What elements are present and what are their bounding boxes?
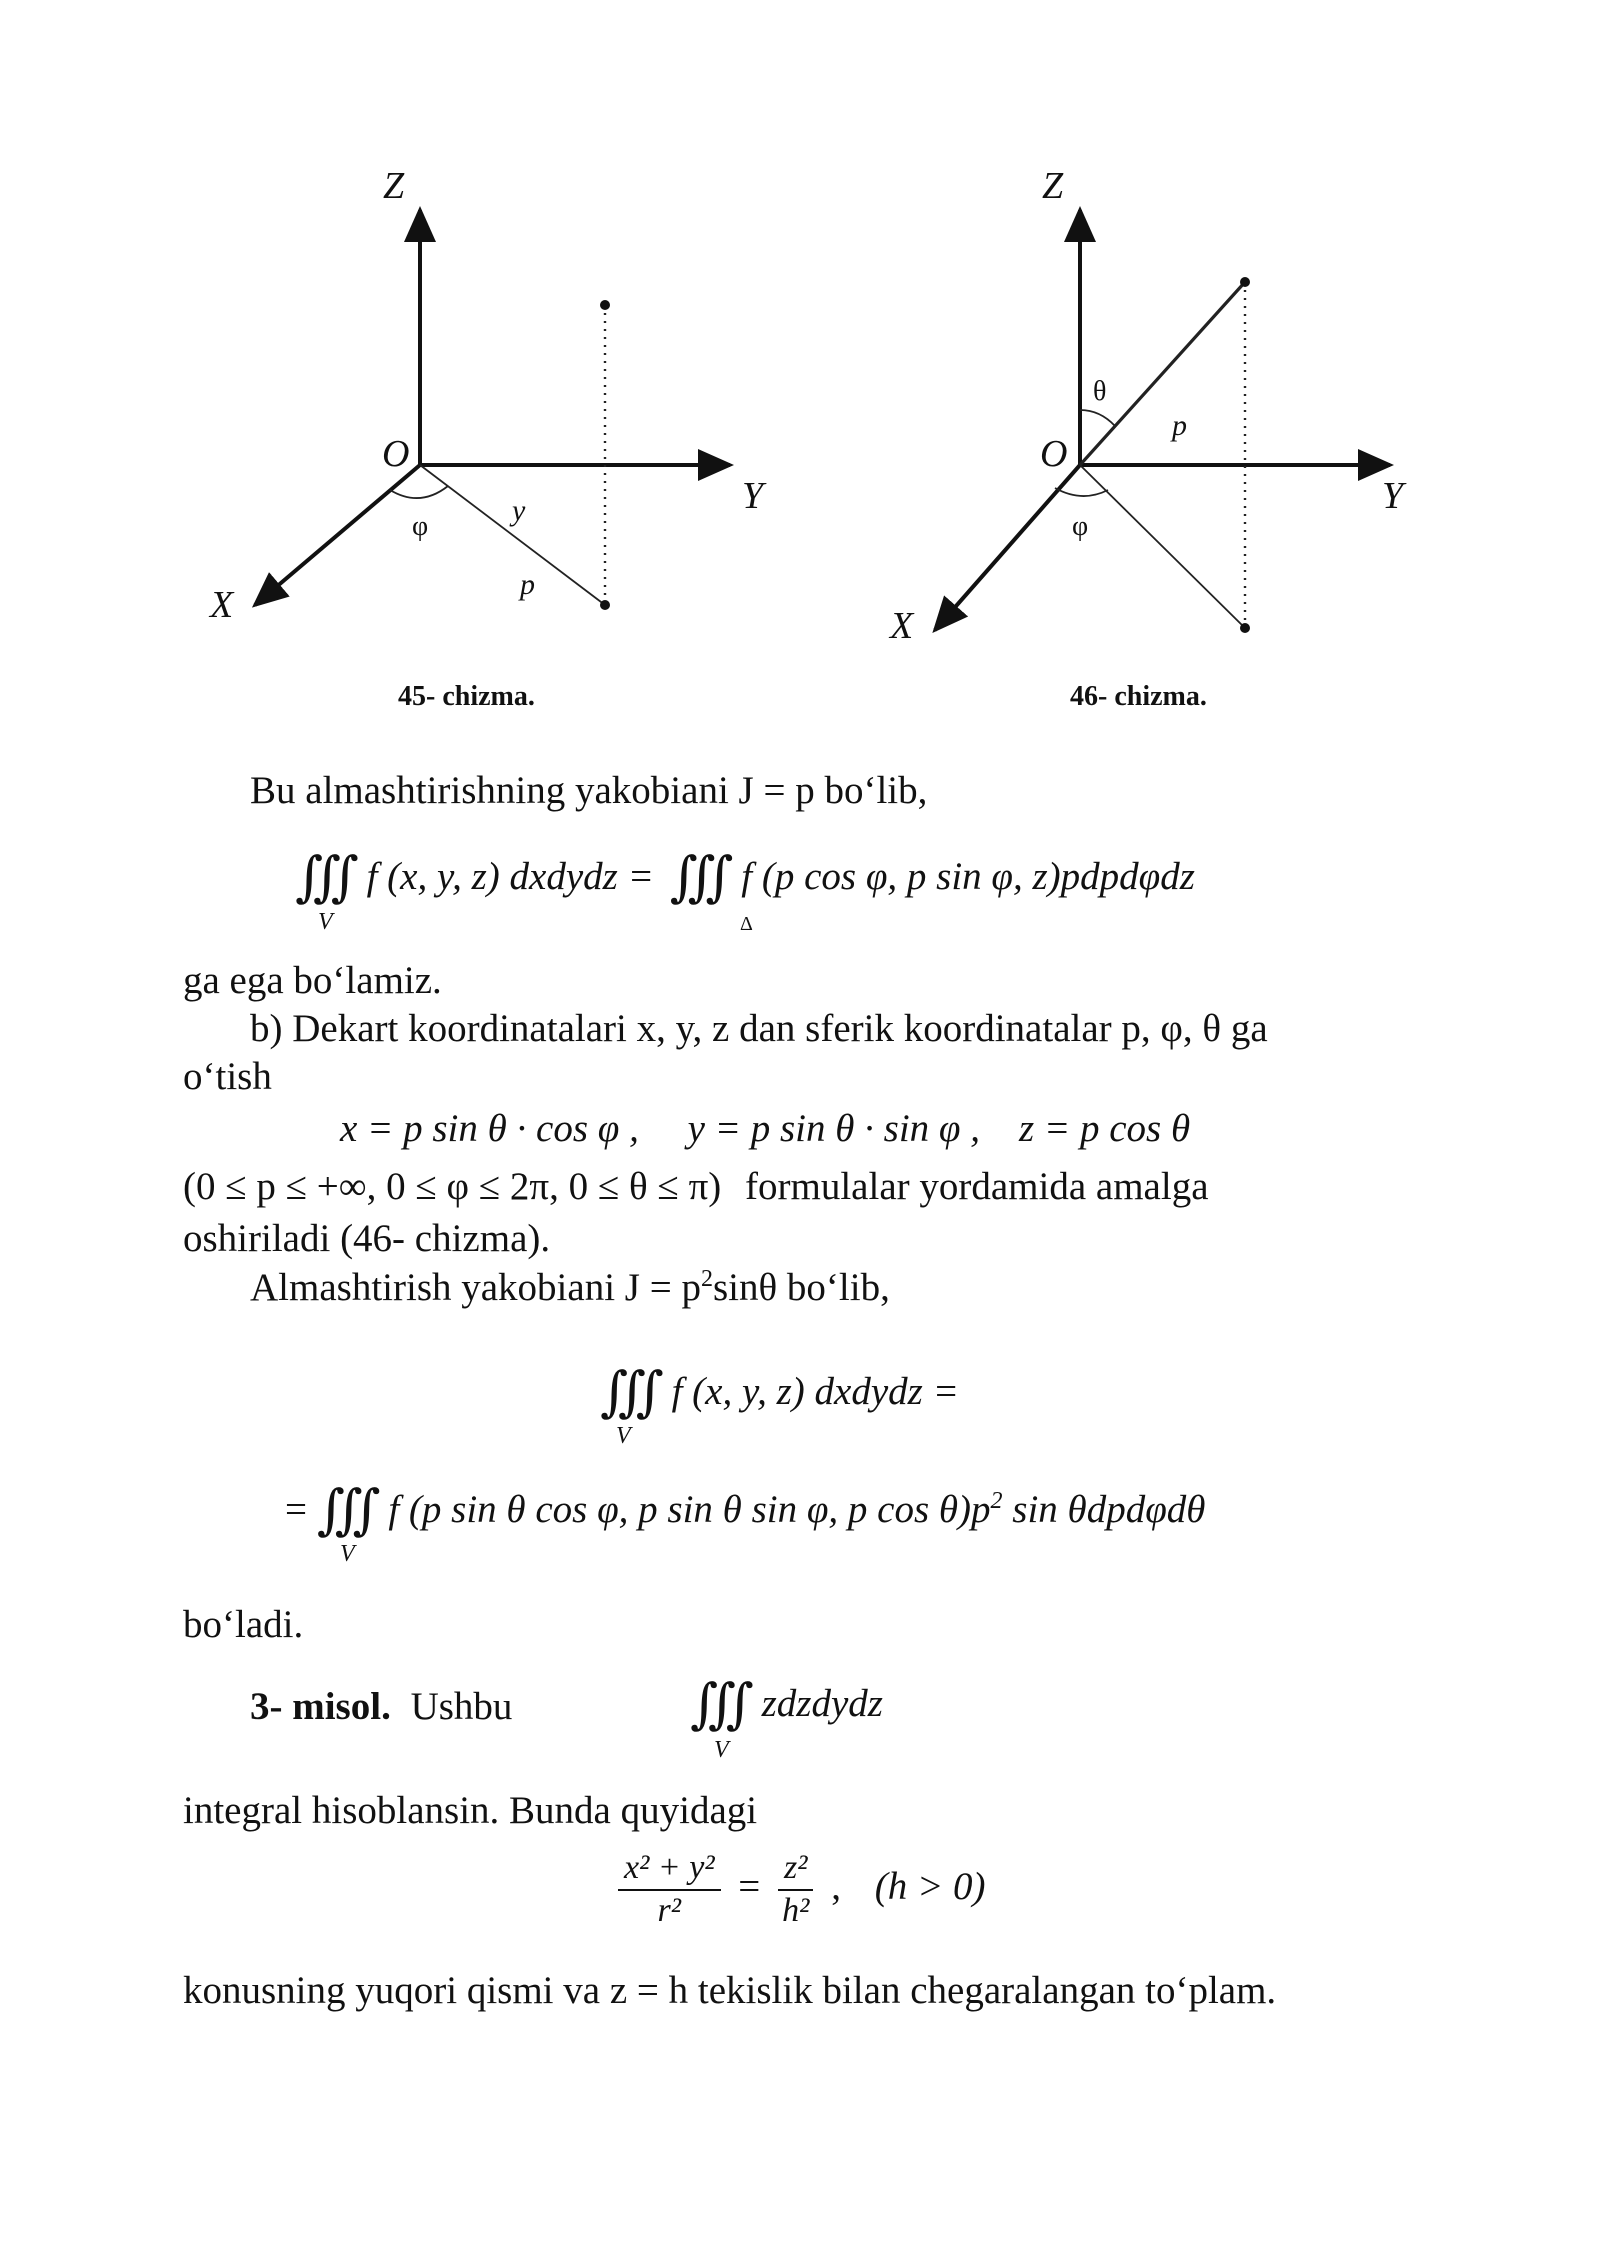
fraction-1-den: r² [657,1891,681,1929]
equation-1 [295,845,1195,910]
text-line-7-post: sinθ bo‘lib, [712,1266,890,1309]
example-3-line [250,1684,512,1731]
equation-3 [600,1360,959,1425]
equation-5-sub-v: V [714,1737,729,1763]
fraction-2-num: z² [778,1848,813,1891]
fig45-label-x: X [210,584,234,626]
fig45-x-axis [255,465,420,605]
fig45-point-top [600,300,610,310]
figures-area [0,0,1600,760]
fig45-label-y: Y [742,475,764,517]
equation-4-tail: sin θdpdφdθ [1002,1488,1206,1531]
equation-4-sub-v: V [340,1541,355,1567]
fig46-caption: 46- chizma. [1070,681,1207,712]
fraction-2 [778,1848,813,1932]
text-line-7 [250,1265,890,1312]
fig46-label-theta: θ [1093,376,1107,407]
fig46-phi-arc [1055,488,1108,496]
equation-5 [690,1672,883,1737]
fraction-2-den: h² [782,1891,810,1929]
fig46-label-y: Y [1382,475,1404,517]
text-line-5-tail: formulalar yordamida amalga [745,1165,1209,1208]
text-line-4: o‘tish [183,1055,272,1098]
fig46-label-phi: φ [1072,511,1089,542]
equation-1-rhs: f (p cos φ, p sin φ, z)pdpdφdz [741,855,1195,898]
equation-3-sub-v: V [616,1423,631,1449]
fig45-label-z: Z [383,165,405,207]
fig46-label-origin: O [1040,433,1068,475]
triple-integral-symbol: ∭ [316,1480,361,1540]
fig45-caption: 45- chizma. [398,681,535,712]
equation-6: $\frac{\text{x² + y²}}{\text{r²}}$ = $\frac{\text{z²}}{\text{h²}}$ , (h > 0) [610,1848,986,1932]
fig45-label-phi: φ [412,511,429,542]
fig46-point-top [1240,277,1250,287]
fig46-label-z: Z [1042,165,1064,207]
text-line-2: ga ega bo‘lamiz. [183,959,442,1002]
fig45-label-y-seg: y [512,494,526,527]
fig45-label-p: p [520,568,535,601]
equation-1-lhs: f (x, y, z) dxdydz = [366,855,654,898]
figure-45 [208,165,767,626]
equation-6-condition: (h > 0) [874,1864,986,1908]
text-line-5 [183,1164,1209,1211]
triple-integral-symbol: ∭ [295,847,339,907]
fig45-point-bottom [600,600,610,610]
fig45-label-origin: O [382,433,410,475]
example-word: Ushbu [410,1685,513,1728]
equation-1-sub-delta: Δ [740,913,753,935]
triple-integral-symbol: ∭ [600,1362,644,1422]
equation-4-body: f (p sin θ cos φ, p sin θ sin φ, p cos θ)p [388,1488,991,1531]
fig46-label-x: X [890,605,914,647]
fig46-projection-line [1080,465,1245,628]
text-line-3: b) Dekart koordinatalari x, y, z dan sferik koordinatalar p, φ, θ ga [250,1007,1268,1050]
equation-1-sub-v: V [318,909,333,935]
text-line-7-pre: Almashtirish yakobiani J = p [250,1266,701,1309]
fraction-1 [618,1848,721,1932]
fig46-label-p: p [1172,409,1187,442]
figure-46 [888,165,1407,647]
text-line-10: konusning yuqori qismi va z = h tekislik bilan chegaralangan to‘plam. [183,1969,1277,2012]
triple-integral-symbol: ∭ [690,1674,734,1734]
triple-integral-symbol: ∭ [669,847,714,907]
fig46-point-bottom [1240,623,1250,633]
equation-3-body: f (x, y, z) dxdydz = [671,1370,959,1413]
equation-4: = ∭ f (p sin θ cos φ, p sin θ sin φ, p $\cos \theta)p^2$ sin θdpdφdθ [285,1480,1206,1540]
equation-2: x = p sin θ · cos φ , y = p sin θ · sin φ , z = p cos θ [340,1107,1191,1150]
text-line-7-sup: 2 [700,1266,713,1292]
text-line-1: Bu almashtirishning yakobiani J = p bo‘lib, [250,769,928,812]
fig45-angle-arc [390,486,448,498]
fig46-radius-line [1080,282,1245,465]
fig46-theta-arc [1080,410,1115,426]
example-label: 3- misol. [250,1685,391,1728]
text-line-9: integral hisoblansin. Bunda quyidagi [183,1789,758,1832]
text-line-6: oshiriladi (46- chizma). [183,1217,551,1260]
equation-5-body: zdzdydz [761,1682,883,1725]
text-line-8: bo‘ladi. [183,1603,304,1646]
fraction-1-num: x² + y² [618,1848,721,1891]
range-formula: (0 ≤ p ≤ +∞, 0 ≤ φ ≤ 2π, 0 ≤ θ ≤ π) [183,1165,722,1208]
equation-4-sup: 2 [990,1488,1003,1514]
